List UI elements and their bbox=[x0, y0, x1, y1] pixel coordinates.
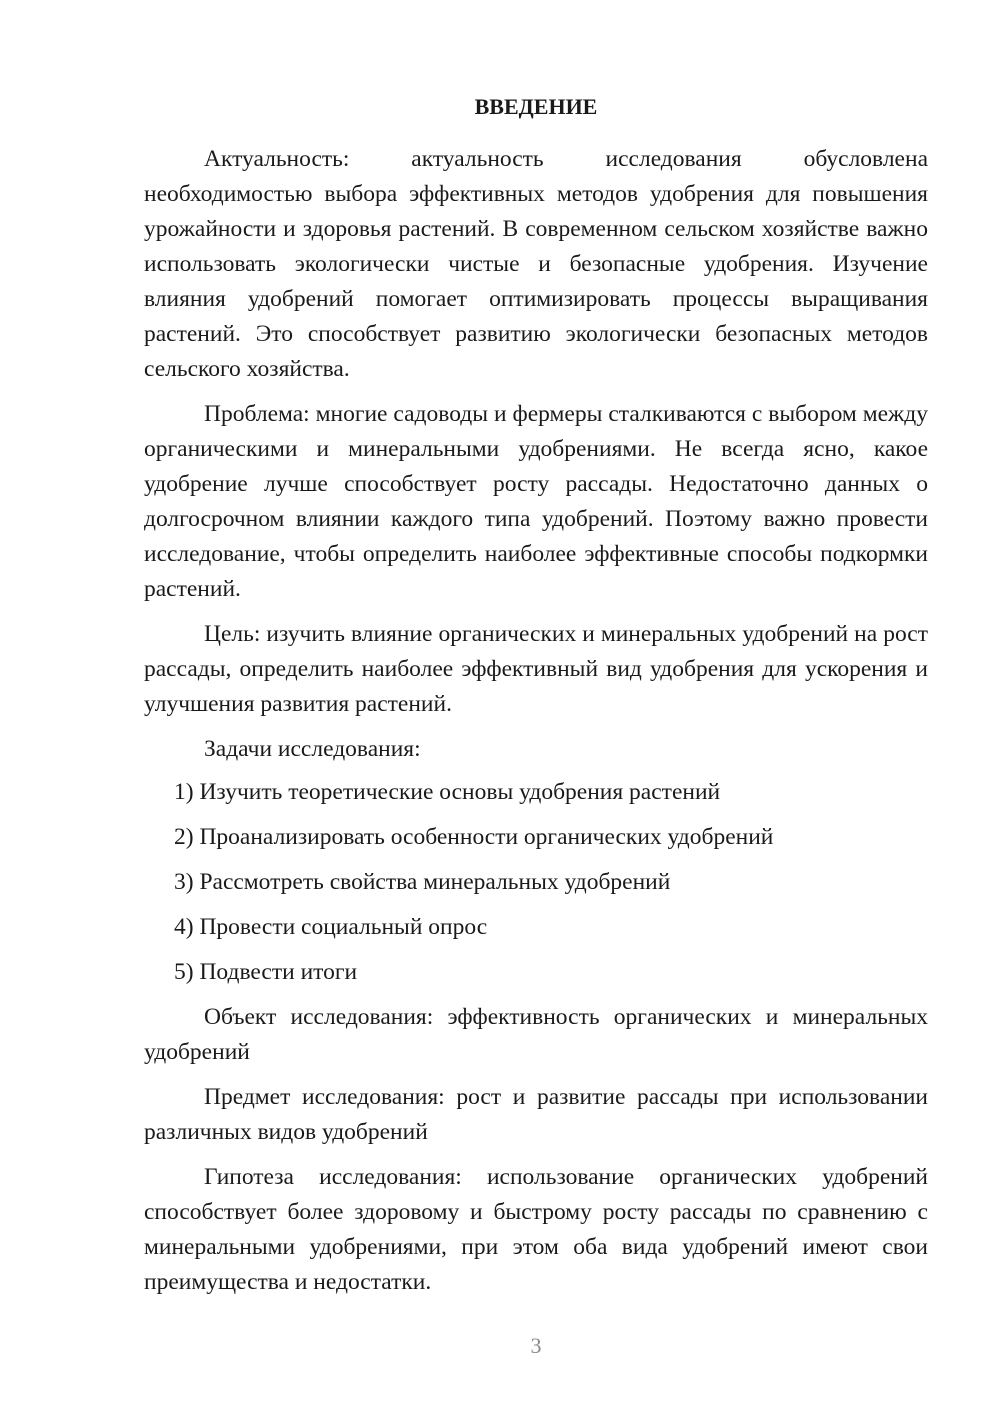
problem-paragraph: Проблема: многие садоводы и фермеры сталкиваются с выбором между органическими и минеральными удобрениями. Не всегда ясно, какое удобрение лучше способствует росту рассады. Недостаточно данных о долгосрочном влиянии каждого типа удобрений. Поэтому важно провести исследование, чтобы определить наиболее эффективные способы подкормки растений. bbox=[144, 401, 928, 602]
relevance-paragraph: Актуальность: актуальность исследования обусловлена необходимостью выбора эффективных методов удобрения для повышения урожайности и здоровья растений. В современном сельском хозяйстве важно использовать экологически чистые и безопасные удобрения. Изучение влияния удобрений помогает оптимизировать процессы выращивания растений. Это способствует развитию экологически безопасных методов сельского хозяйства. bbox=[144, 146, 928, 382]
task-item: 4) Провести социальный опрос bbox=[174, 914, 488, 940]
hypothesis-paragraph: Гипотеза исследования: использование органических удобрений способствует более здоровому и быстрому росту рассады по сравнению с минеральными удобрениями, при этом оба вида удобрений имеют свои преимущества и недостатки. bbox=[144, 1164, 928, 1295]
subject-paragraph: Предмет исследования: рост и развитие рассады при использовании различных видов удобрений bbox=[144, 1084, 928, 1145]
task-item: 1) Изучить теоретические основы удобрения растений bbox=[174, 779, 721, 805]
tasks-list bbox=[144, 775, 928, 990]
tasks-title: Задачи исследования: bbox=[204, 736, 421, 762]
object-paragraph: Объект исследования: эффективность органических и минеральных удобрений bbox=[144, 1004, 928, 1065]
task-item: 5) Подвести итоги bbox=[174, 959, 358, 985]
task-item: 2) Проанализировать особенности органических удобрений bbox=[174, 824, 774, 850]
goal-paragraph: Цель: изучить влияние органических и минеральных удобрений на рост рассады, определить наиболее эффективный вид удобрения для ускорения и улучшения развития растений. bbox=[144, 621, 928, 717]
task-item: 3) Рассмотреть свойства минеральных удобрений bbox=[174, 869, 671, 895]
document-page bbox=[144, 92, 928, 1310]
section-heading: ВВЕДЕНИЕ bbox=[474, 94, 598, 119]
page-number: 3 bbox=[530, 1333, 542, 1358]
